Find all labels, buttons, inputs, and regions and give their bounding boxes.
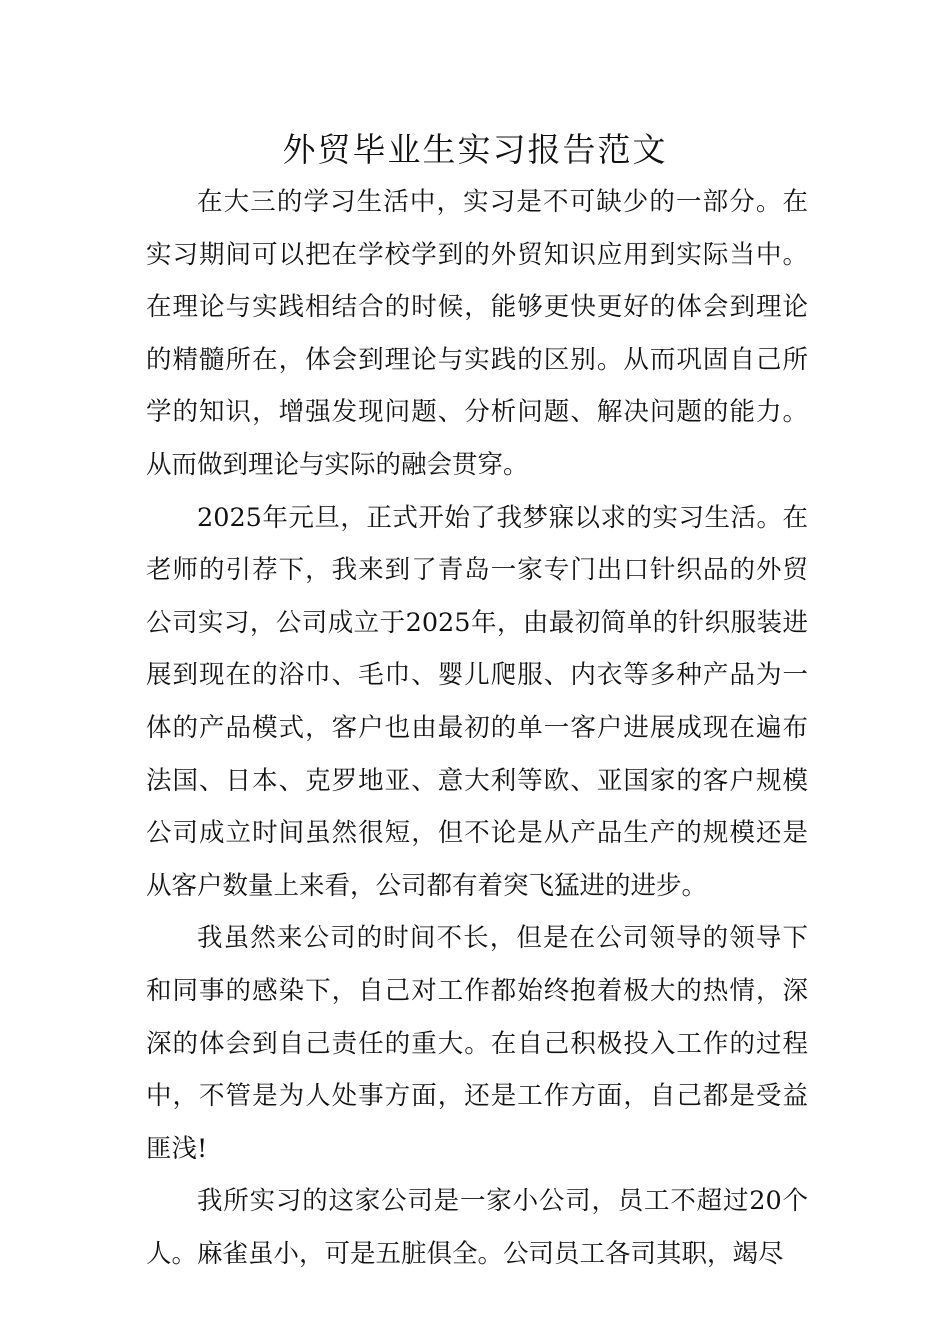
paragraph-2: 2025年元旦，正式开始了我梦寐以求的实习生活。在老师的引荐下，我来到了青岛一家专门出口针织品的外贸公司实习，公司成立于2025年，由最初简单的针织服装进展到现在的浴巾、毛巾、婴儿爬服、内衣等多种产品为一体的产品模式，客户也由最初的单一客户进展成现在遍布法国、日本、克罗地亚、意大利等欧、亚国家的客户规模公司成立时间虽然很短，但不论是从产品生产的规模还是从客户数量上来看，公司都有着突飞猛进的进步。: [146, 502, 808, 901]
document-title: 外贸毕业生实习报告范文: [282, 130, 668, 169]
paragraph-1: 在大三的学习生活中，实习是不可缺少的一部分。在实习期间可以把在学校学到的外贸知识应用到实际当中。在理论与实践相结合的时候，能够更快更好的体会到理论的精髓所在，体会到理论与实践的区别。从而巩固自己所学的知识，增强发现问题、分析问题、解决问题的能力。从而做到理论与实际的融会贯穿。: [146, 187, 808, 480]
paragraph-3: 我虽然来公司的时间不长，但是在公司领导的领导下和同事的感染下，自己对工作都始终抱着极大的热情，深深的体会到自己责任的重大。在自己积极投入工作的过程中，不管是为人处事方面，还是工作方面，自己都是受益匪浅!: [146, 923, 808, 1164]
paragraph-4: 我所实习的这家公司是一家小公司，员工不超过20个人。麻雀虽小，可是五脏俱全。公司员工各司其职，竭尽: [146, 1186, 808, 1269]
document-body: [146, 176, 808, 1280]
